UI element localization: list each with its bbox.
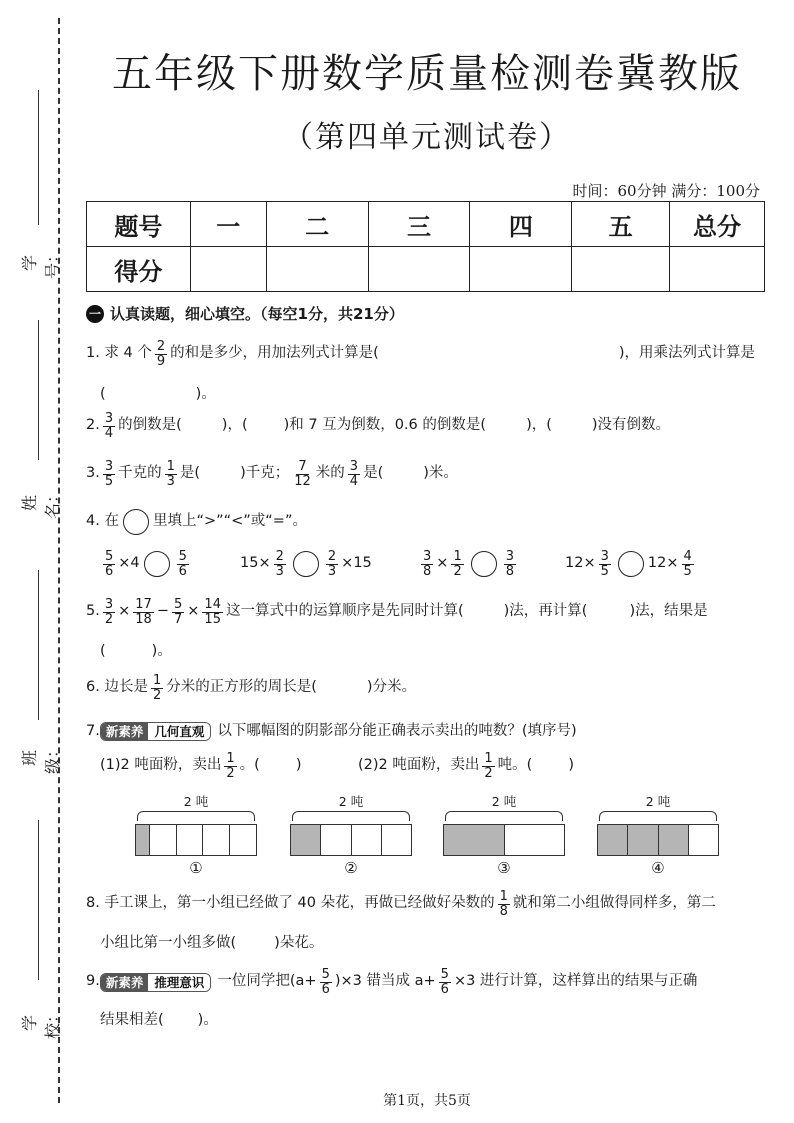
figure-caption: 2 吨 (183, 794, 209, 809)
question-7: 7. 新素养 几何直观 以下哪幅图的阴影部分能正确表示卖出的吨数？(填序号) (86, 722, 577, 739)
compare-circle-input[interactable] (618, 551, 644, 577)
field-name: 姓名： (20, 320, 54, 520)
score-input-cell[interactable] (670, 247, 765, 292)
figure-box (443, 824, 565, 856)
question-9: 9. 新素养 推理意识 一位同学把 (a+ $\frac{5}{6}$ )×3 错当成 a+ $\frac{5}{6}$ ×3 进行计算，这样算出的结果与正确 (86, 967, 698, 997)
blank-cell (177, 825, 204, 855)
shaded-cell (659, 825, 689, 855)
blank-cell (321, 825, 351, 855)
figure-caption: 2 吨 (338, 794, 364, 809)
field-class: 班级： (20, 570, 54, 770)
page-subtitle: （第四单元测试卷） (283, 120, 571, 155)
section-heading: 一 认真读题，细心填空。（每空1分，共21分） (86, 303, 404, 324)
question-8-cont: 小组比第一小组多做( )朵花。 (100, 935, 324, 951)
figure-caption: 2 吨 (645, 794, 671, 809)
question-4-expr-4: 12× $\frac{3}{5}$ 12× $\frac{4}{5}$ (565, 549, 692, 579)
blank-cell (505, 825, 565, 855)
question-6: 6. 边长是 $\frac{1}{2}$ 分米的正方形的周长是( )分米。 (86, 673, 417, 703)
shaded-cell (628, 825, 658, 855)
page-title: 五年级下册数学质量检测卷冀教版 (112, 51, 742, 97)
time-info: 时间：60分钟 满分：100分 (572, 182, 760, 200)
blank-cell (689, 825, 718, 855)
shaded-cell (291, 825, 321, 855)
bar-figure (135, 792, 257, 877)
figure-option-label: ① (189, 859, 203, 877)
score-table-score-row (87, 247, 765, 292)
score-cell: 三 (368, 202, 470, 247)
question-5: 5. $\frac{3}{2}$ × $\frac{17}{18}$ − $\frac{5}{7}$ × $\frac{14}{15}$ 这一算式中的运算顺序是先同时计算( )法，再计算( )法，结果是 (86, 597, 708, 627)
compare-circle-input[interactable] (293, 551, 319, 577)
field-student-id: 学号： (20, 90, 54, 290)
blank-cell (382, 825, 411, 855)
brace-icon (292, 811, 410, 821)
question-4-expr-2: 15× $\frac{2}{3}$ $\frac{2}{3}$ ×15 (240, 549, 372, 579)
blank-cell (150, 825, 177, 855)
question-1: 1. 求 4 个 $\frac{2}{9}$ 的和是多少，用加法列式计算是( )，用乘法列式计算是 (86, 339, 755, 369)
bar-figure (290, 792, 412, 877)
shaded-cell (444, 825, 505, 855)
score-cell: 得分 (87, 247, 191, 292)
score-table (86, 201, 765, 292)
question-4-expr-3: $\frac{3}{8}$ × $\frac{1}{2}$ $\frac{3}{8}$ (423, 549, 514, 579)
score-cell: 一 (190, 202, 266, 247)
score-input-cell[interactable] (470, 247, 572, 292)
blank-cell (203, 825, 230, 855)
figure-box (597, 824, 719, 856)
score-table-header-row (87, 202, 765, 247)
question-7-part-2: (2)2 吨面粉，卖出 $\frac{1}{2}$ 吨。( ) (358, 751, 574, 781)
field-school: 学校： (20, 820, 54, 1040)
figure-caption: 2 吨 (491, 794, 517, 809)
literacy-tag: 新素养 推理意识 (100, 973, 212, 992)
question-1-cont: ( )。 (100, 386, 216, 402)
brace-icon (137, 811, 255, 821)
compare-circle-input[interactable] (144, 551, 170, 577)
page-footer: 第1页，共5页 (383, 1093, 471, 1109)
bar-figure (597, 792, 719, 877)
score-input-cell[interactable] (266, 247, 368, 292)
figure-box (290, 824, 412, 856)
section-number: 一 (86, 305, 104, 323)
score-input-cell[interactable] (368, 247, 470, 292)
compare-circle-icon (123, 509, 149, 535)
score-cell: 二 (266, 202, 368, 247)
score-input-cell[interactable] (572, 247, 670, 292)
figure-box (135, 824, 257, 856)
question-9-cont: 结果相差( )。 (100, 1012, 218, 1028)
blank-cell (352, 825, 382, 855)
question-5-cont: ( )。 (100, 643, 172, 659)
figure-option-label: ④ (651, 859, 665, 877)
figure-option-label: ② (344, 859, 358, 877)
question-2: 2. $\frac{3}{4}$ 的倒数是( )，( )和 7 互为倒数，0.6 的倒数是( )，( )没有倒数。 (86, 411, 671, 441)
compare-circle-input[interactable] (471, 551, 497, 577)
question-3: 3. $\frac{3}{5}$ 千克的 $\frac{1}{3}$ 是( )千克； $\frac{7}{12}$ 米的 $\frac{3}{4}$ 是( )米。 (86, 459, 458, 489)
score-cell: 总分 (670, 202, 765, 247)
brace-icon (599, 811, 717, 821)
brace-icon (445, 811, 563, 821)
binding-line (58, 18, 60, 1103)
question-4-expr-1: $\frac{5}{6}$ ×4 $\frac{5}{6}$ (105, 549, 187, 579)
figures-row (130, 792, 730, 882)
score-cell: 五 (572, 202, 670, 247)
question-7-part-1: (1)2 吨面粉，卖出 $\frac{1}{2}$ 。( ) (100, 751, 302, 781)
bar-figure (443, 792, 565, 877)
score-input-cell[interactable] (190, 247, 266, 292)
shaded-cell (598, 825, 628, 855)
score-cell: 题号 (87, 202, 191, 247)
question-4: 4. 在 里填上“>”“<”或“=”。 (86, 509, 307, 535)
literacy-tag: 新素养 几何直观 (100, 722, 212, 741)
score-cell: 四 (470, 202, 572, 247)
shaded-cell (136, 825, 150, 855)
figure-option-label: ③ (497, 859, 511, 877)
question-8: 8. 手工课上，第一小组已经做了 40 朵花，再做已经做好朵数的 $\frac{1}{8}$ 就和第二小组做得同样多，第二 (86, 889, 716, 919)
blank-cell (230, 825, 256, 855)
